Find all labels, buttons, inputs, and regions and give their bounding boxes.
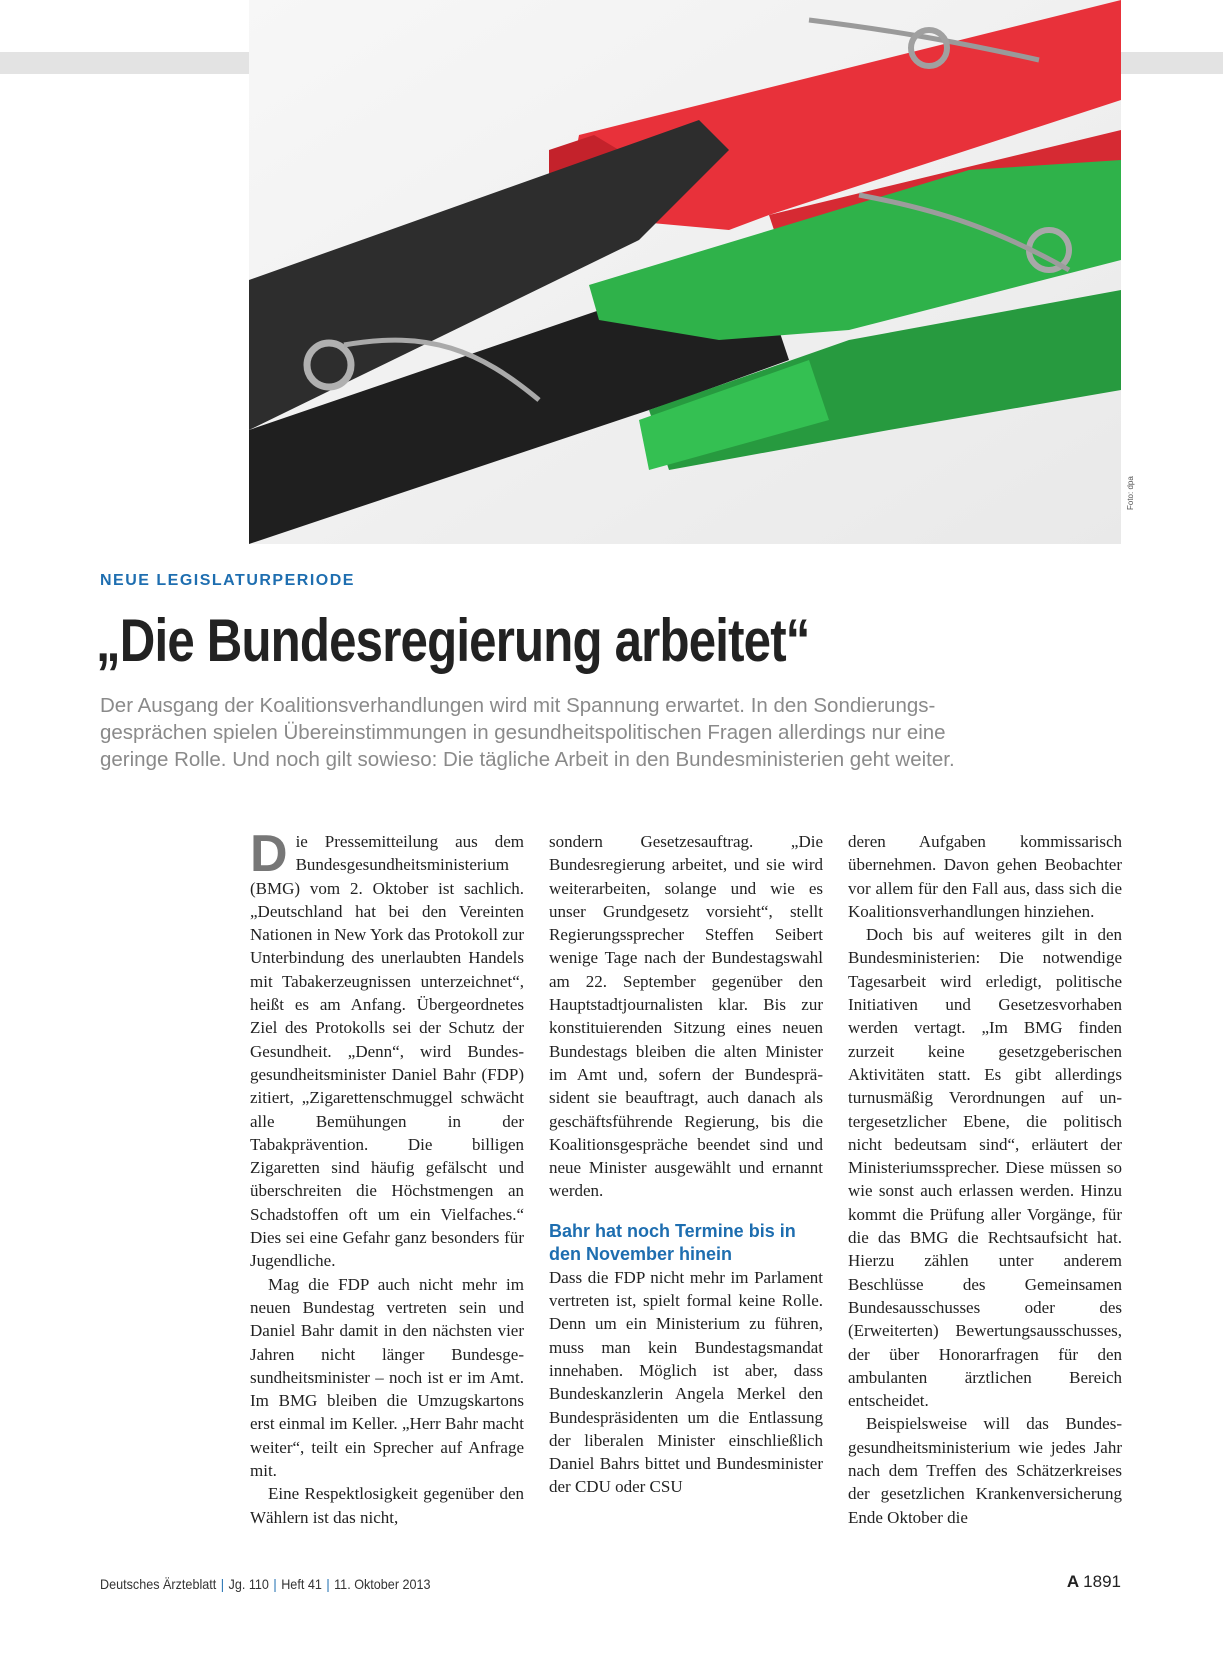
page-number-value: 1891 — [1083, 1572, 1121, 1591]
headline: „Die Bundesregierung arbeitet“ — [96, 607, 810, 674]
photo-credit: Foto: dpa — [1126, 476, 1135, 510]
paragraph-text: ie Pressemitteilung aus dem Bundesgesundheitsministerium (BMG) vom 2. Oktober ist sachlich. „Deutschland hat bei den Vereinten Nationen in New York das Protokoll zur Unterbindung des unerlaubten Handels mit Tabakerzeugnissen unterzeichnet“, heißt es am Anfang. Übergeordnetes Ziel des Protokolls sei der Schutz der Gesundheit. „Denn“, wird Bundesgesundheitsminister Daniel Bahr (FDP) zitiert, „Zigarettenschmuggel schwächt alle Bemühungen in der Tabakprävention. Die billigen Zigaretten sind häufig gefälscht und überschreiten die Höchstmengen an Schadstoffen oft um ein Vielfaches.“ Dies sei eine Gefahr ganz besonders für Jugendliche. — [250, 832, 524, 1271]
journal-name: Deutsches Ärzteblatt — [100, 1576, 217, 1592]
body-paragraph: Dass die FDP nicht mehr im Parlament vertreten ist, spielt formal keine Rolle. Denn um ein Ministerium zu führen, muss man kein Bundestagsmandat innehaben. Möglich ist aber, dass Bundeskanzlerin Angela Merkel den Bundespräsidenten um die Entlassung der liberalen Minister einschließlich Daniel Bahrs bittet und Bundesminister der CDU oder CSU — [549, 1267, 823, 1497]
lead-line: gesprächen spielen Übereinstimmungen in gesundheitspolitischen Fragen allerdings nur eine — [100, 721, 946, 744]
footer-separator: | — [326, 1576, 330, 1592]
body-paragraph: Beispielsweise will das Bundesgesundheitsministerium wie jedes Jahr nach dem Treffen des Schätzerkreises der gesetzlichen Krankenversicherung Ende Oktober die — [848, 1414, 1122, 1527]
body-column-3 — [848, 830, 1122, 1529]
page-prefix: A — [1066, 1572, 1080, 1591]
body-paragraph: Mag die FDP auch nicht mehr im neuen Bundestag vertreten sein und Daniel Bahr damit in den nächsten vier Jahren nicht länger Bundesgesundheitsminister – noch ist er im Amt. Im BMG bleiben die Umzugskartons erst einmal im Keller. „Herr Bahr macht weiter“, teilt ein Sprecher auf Anfrage mit. — [250, 1274, 524, 1481]
body-paragraph: Doch bis auf weiteres gilt in den Bundesministerien: Die notwendige Tagesarbeit wird erledigt, politische Initiativen und Gesetzesvorhaben werden vertagt. „Im BMG finden zurzeit keine gesetzgeberischen Aktivitäten statt. Es gibt allerdings turnusmäßig Verordnungen auf untergesetzlicher Ebene, die politisch nicht bedeutsam sind“, erläutert der Ministeriumssprecher. Diese müssen so wie sonst auch erlassen werden. Hinzu kommt die Prüfung aller Vorgänge, für die das BMG die Rechtsaufsicht hat. Hierzu zählen unter anderem Beschlüsse des Gemeinsamen Bundesausschusses oder des (Erweiterten) Bewertungsausschusses, der über Honorarfragen für den ambulanten ärztlichen Bereich entscheidet. — [848, 925, 1122, 1411]
footer-citation — [100, 1576, 431, 1592]
body-paragraph: sondern Gesetzesauftrag. „Die Bundesregierung arbeitet, und sie wird weiterarbeiten, solange und wie es unser Grundgesetz vorsieht“, stellt Regierungssprecher Steffen Seibert wenige Tage nach der Bundestagswahl am 22. September gegenüber den Hauptstadtjournalisten klar. Bis zur konstituierenden Sitzung eines neuen Bundestags bleiben die alten Minister im Amt und, sofern der Bundespräsident sie beauftragt, auch danach als geschäftsführende Regierung, bis die Koalitionsgespräche beendet sind und neue Minister ausgewählt und ernannt werden. — [549, 832, 823, 1201]
lead-line: Der Ausgang der Koalitionsverhandlungen wird mit Spannung erwartet. In den Sondierungs- — [100, 694, 936, 717]
kicker: NEUE LEGISLATURPERIODE — [100, 572, 355, 589]
body-column-2 — [549, 830, 823, 1499]
footer-separator: | — [220, 1576, 225, 1592]
journal-volume: Jg. 110 — [228, 1576, 269, 1592]
page-number — [1067, 1572, 1121, 1592]
body-paragraph: Eine Respektlosigkeit gegenüber den Wählern ist das nicht, — [250, 1484, 524, 1527]
top-grey-band-right — [1120, 52, 1223, 74]
drop-cap: D — [250, 825, 288, 883]
issue-date: 11. Oktober 2013 — [334, 1576, 431, 1592]
lead-line: geringe Rolle. Und noch gilt sowieso: Die tägliche Arbeit in den Bundesministerien geht weiter. — [100, 748, 955, 771]
journal-issue: Heft 41 — [281, 1576, 322, 1592]
body-paragraph: deren Aufgaben kommissarisch übernehmen. Davon gehen Beobachter vor allem für den Fall aus, dass sich die Koalitionsverhandlungen hinziehen. — [848, 832, 1122, 921]
body-column-1 — [250, 825, 524, 1529]
body-paragraph — [250, 825, 524, 1273]
subheading: Bahr hat noch Termine bis in den November hinein — [549, 1220, 796, 1264]
lead-paragraph — [100, 692, 1110, 773]
footer-separator: | — [273, 1576, 277, 1592]
clothespins-photo — [249, 0, 1121, 544]
top-grey-band-left — [0, 52, 250, 74]
